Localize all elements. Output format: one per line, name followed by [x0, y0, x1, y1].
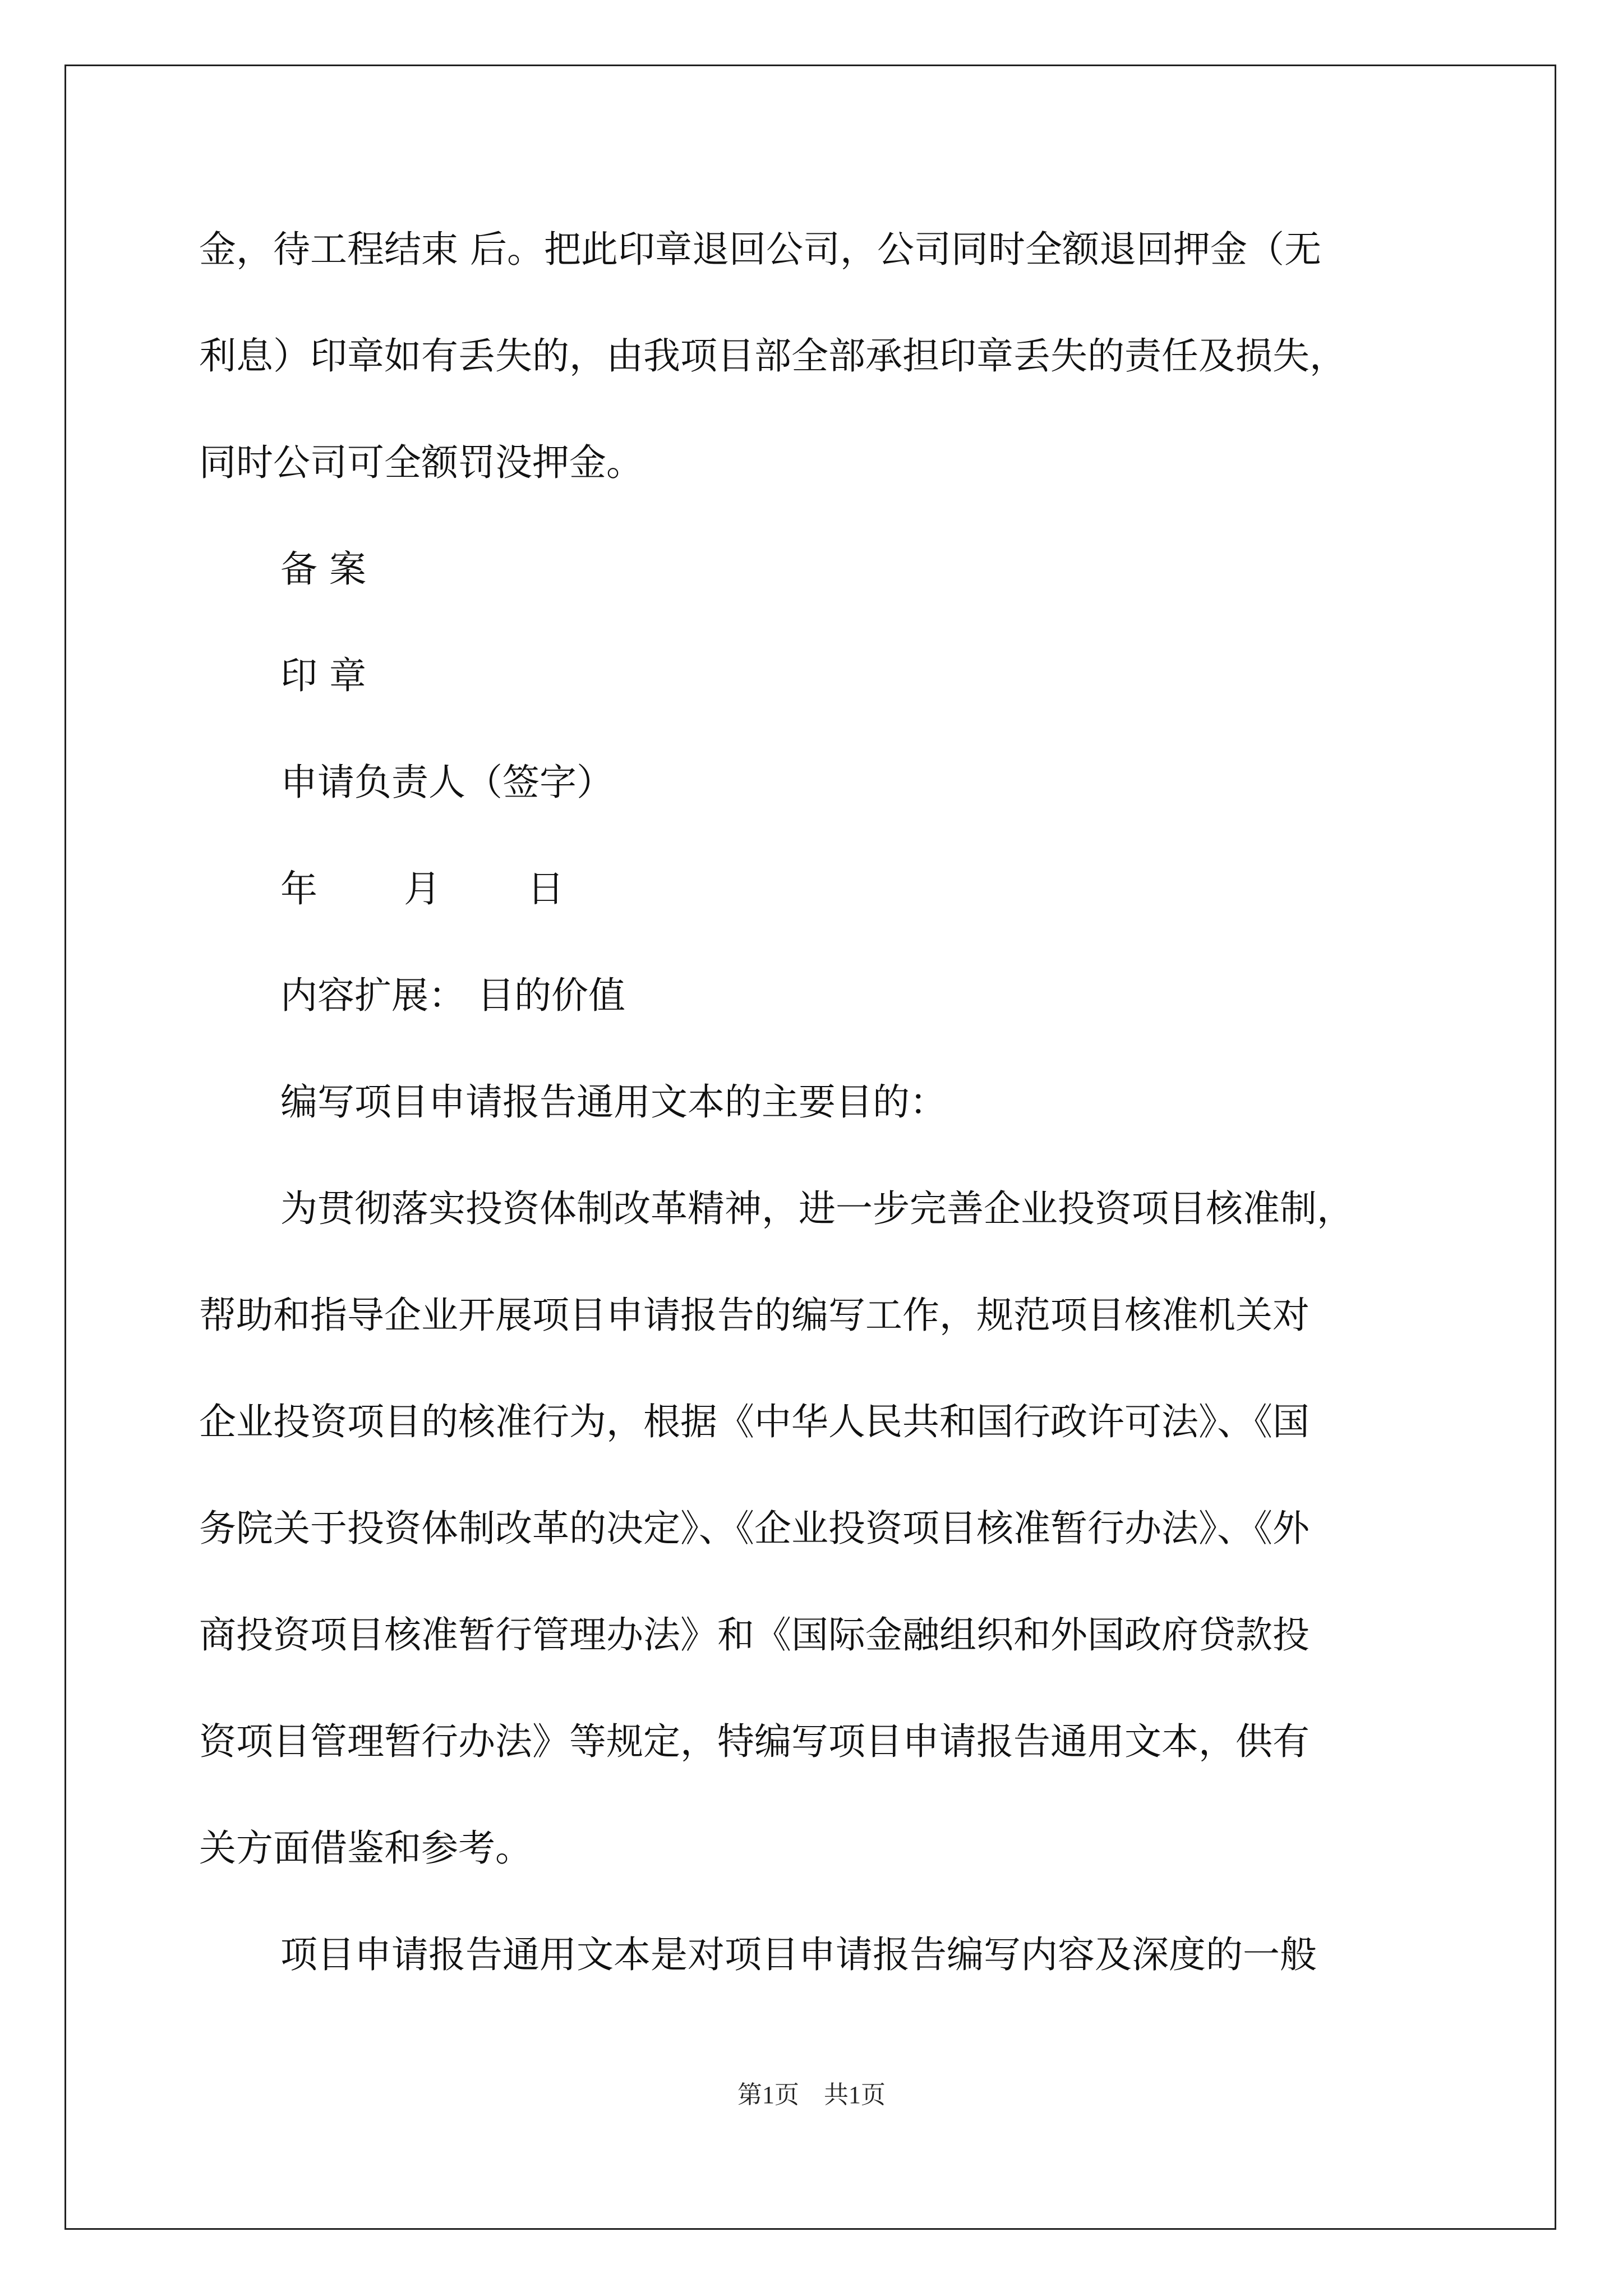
paragraph-line: 务院关于投资体制改革的决定》、《企业投资项目核准暂行办法》、《外 — [199, 1507, 1310, 1550]
extension-heading: 内容扩展： 目的价值 — [280, 974, 625, 1017]
paragraph-line: 为贯彻落实投资体制改革精神，进一步完善企业投资项目核准制， — [280, 1187, 1354, 1230]
paragraph-line: 金，待工程结束 后。把此印章退回公司，公司同时全额退回押金（无 — [199, 228, 1321, 271]
paragraph-line: 资项目管理暂行办法》等规定，特编写项目申请报告通用文本，供有 — [199, 1720, 1310, 1763]
seal-label: 印 章 — [280, 654, 366, 697]
page-border — [64, 65, 1556, 2230]
paragraph-line: 项目申请报告通用文本是对项目申请报告编写内容及深度的一般 — [280, 1933, 1317, 1976]
filing-label: 备 案 — [280, 547, 366, 591]
paragraph-line: 帮助和指导企业开展项目申请报告的编写工作，规范项目核准机关对 — [199, 1294, 1310, 1337]
date-day: 日 — [527, 867, 564, 910]
applicant-signature-label: 申请负责人（签字） — [280, 761, 614, 804]
purpose-heading: 编写项目申请报告通用文本的主要目的： — [280, 1080, 947, 1124]
page-number-footer: 第1页 共1页 — [737, 2081, 886, 2109]
paragraph-line: 同时公司可全额罚没押金。 — [199, 441, 643, 484]
paragraph-line: 企业投资项目的核准行为，根据《中华人民共和国行政许可法》、《国 — [199, 1400, 1310, 1443]
date-year: 年 — [280, 867, 317, 910]
paragraph-line: 利息）印章如有丢失的，由我项目部全部承担印章丢失的责任及损失， — [199, 334, 1347, 378]
paragraph-line: 关方面借鉴和参考。 — [199, 1826, 532, 1870]
date-month: 月 — [404, 867, 441, 910]
paragraph-line: 商投资项目核准暂行管理办法》和《国际金融组织和外国政府贷款投 — [199, 1613, 1310, 1657]
